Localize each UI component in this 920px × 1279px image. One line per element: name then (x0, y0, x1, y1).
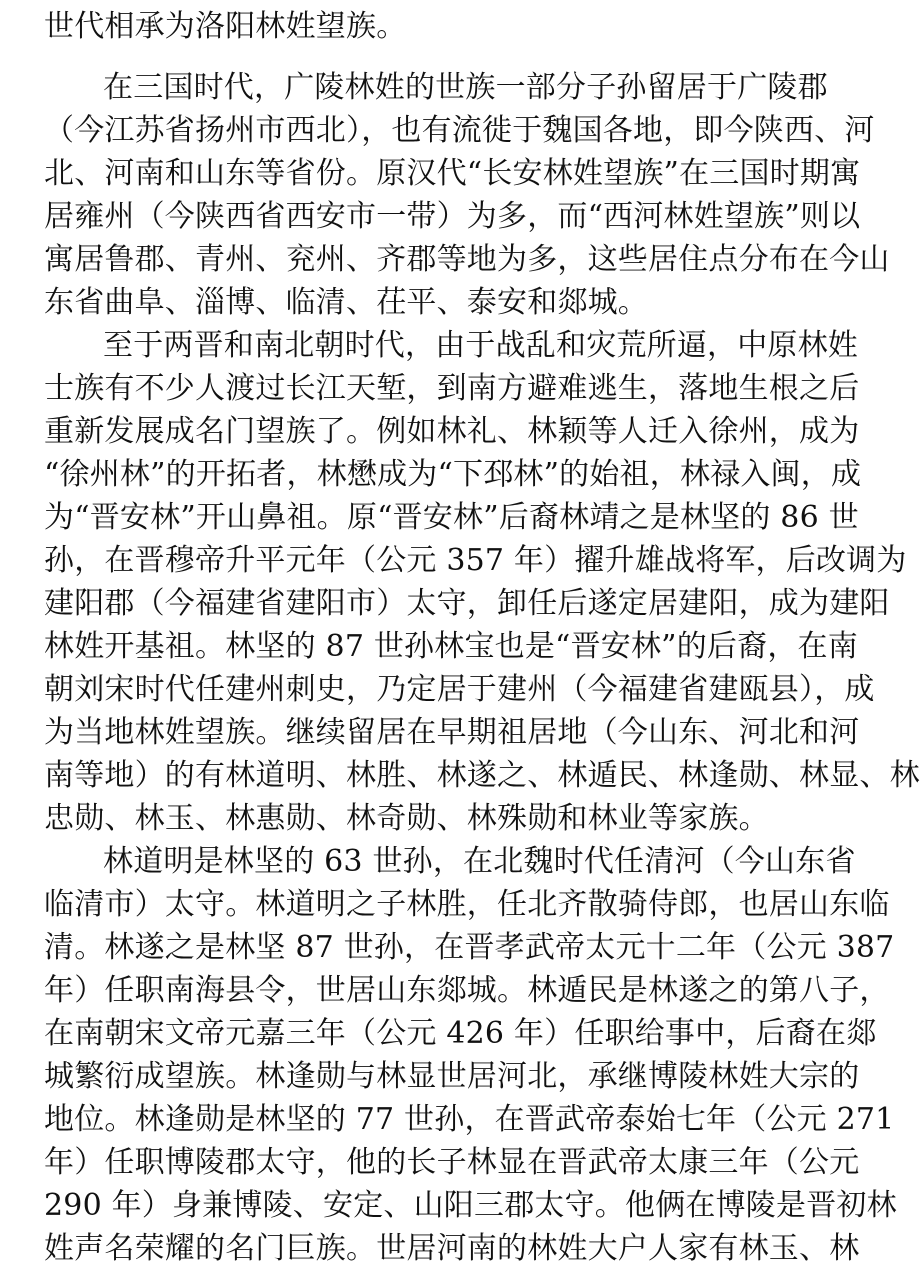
text-line-28: 290 年）身兼博陵、安定、山阳三郡太守。他俩在博陵是晋初林 (44, 1188, 897, 1223)
text-line-18: 南等地）的有林道明、林胜、林遂之、林遁民、林逢勋、林显、林 (44, 758, 920, 793)
text-line-9: 士族有不少人渡过长江天堑，到南方避难逃生，落地生根之后 (44, 371, 860, 406)
text-line-5: 居雍州（今陕西省西安市一带）为多，而“西河林姓望族”则以 (44, 199, 861, 234)
text-line-10: 重新发展成名门望族了。例如林礼、林颖等人迁入徐州，成为 (44, 414, 860, 449)
text-line-29: 姓声名荣耀的名门巨族。世居河南的林姓大户人家有林玉、林 (44, 1231, 860, 1266)
text-line-8: 至于两晋和南北朝时代，由于战乱和灾荒所逼，中原林姓 (103, 328, 858, 363)
text-line-11: “徐州林”的开拓者，林懋成为“下邳林”的始祖，林禄入闽，成 (44, 457, 862, 492)
text-line-4: 北、河南和山东等省份。原汉代“长安林姓望族”在三国时期寓 (44, 156, 861, 191)
text-line-23: 年）任职南海县令，世居山东郯城。林遁民是林遂之的第八子， (44, 973, 890, 1008)
text-line-27: 年）任职博陵郡太守，他的长子林显在晋武帝太康三年（公元 (44, 1145, 860, 1180)
text-line-15: 林姓开基祖。林坚的 87 世孙林宝也是“晋安林”的后裔，在南 (44, 629, 858, 664)
text-line-22: 清。林遂之是林坚 87 世孙，在晋孝武帝太元十二年（公元 387 (44, 930, 895, 965)
text-line-1: 世代相承为洛阳林姓望族。 (44, 9, 407, 44)
text-line-13: 孙，在晋穆帝升平元年（公元 357 年）擢升雄战将军，后改调为 (44, 543, 907, 578)
text-line-21: 临清市）太守。林道明之子林胜，任北齐散骑侍郎，也居山东临 (44, 887, 890, 922)
text-line-12: 为“晋安林”开山鼻祖。原“晋安林”后裔林靖之是林坚的 86 世 (44, 500, 859, 535)
text-line-2: 在三国时代，广陵林姓的世族一部分子孙留居于广陵郡 (103, 70, 828, 105)
text-line-16: 朝刘宋时代任建州刺史，乃定居于建州（今福建省建瓯县），成 (44, 672, 875, 707)
text-line-17: 为当地林姓望族。继续留居在早期祖居地（今山东、河北和河 (44, 715, 860, 750)
text-line-26: 地位。林逢勋是林坚的 77 世孙，在晋武帝泰始七年（公元 271 (44, 1102, 895, 1137)
text-line-6: 寓居鲁郡、青州、兖州、齐郡等地为多，这些居住点分布在今山 (44, 242, 890, 277)
text-line-20: 林道明是林坚的 63 世孙，在北魏时代任清河（今山东省 (103, 844, 856, 879)
text-line-24: 在南朝宋文帝元嘉三年（公元 426 年）任职给事中，后裔在郯 (44, 1016, 877, 1051)
text-line-3: （今江苏省扬州市西北），也有流徙于魏国各地，即今陕西、河 (44, 113, 875, 148)
text-line-25: 城繁衍成望族。林逢勋与林显世居河北，承继博陵林姓大宗的 (44, 1059, 860, 1094)
text-line-14: 建阳郡（今福建省建阳市）太守，卸任后遂定居建阳，成为建阳 (44, 586, 890, 621)
text-line-19: 忠勋、林玉、林惠勋、林奇勋、林殊勋和林业等家族。 (44, 801, 769, 836)
text-line-7: 东省曲阜、淄博、临清、茌平、泰安和郯城。 (44, 285, 648, 320)
